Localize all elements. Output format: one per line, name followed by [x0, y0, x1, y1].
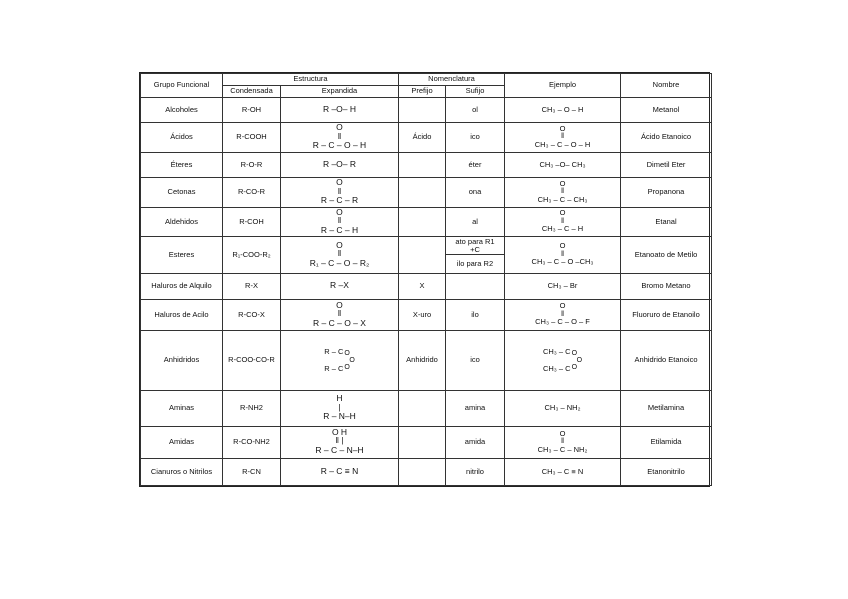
cell-condensada: R-CO-X — [223, 299, 281, 330]
cell-condensada: R-O-R — [223, 152, 281, 177]
cell-sufijo — [446, 237, 505, 273]
cell-condensada: R-CN — [223, 458, 281, 485]
cell-condensada: R-NH2 — [223, 391, 281, 426]
cell-nombre: Etanonitrilo — [621, 458, 712, 485]
cell-ejemplo-formula — [535, 302, 590, 327]
cell-sufijo — [446, 273, 505, 299]
cell-grupo: Amidas — [141, 426, 223, 458]
formula-line: CH₃ –O– CH₃ — [539, 159, 586, 169]
cell-condensada: R-COO-CO-R — [223, 330, 281, 390]
cell-ejemplo-formula — [538, 430, 588, 455]
cell-expandida-formula — [321, 208, 358, 236]
formula-line: H — [336, 393, 343, 404]
table-row — [141, 177, 712, 207]
cell-ejemplo-formula — [538, 180, 588, 205]
formula-line: ‖ — [560, 308, 565, 318]
cell-ejemplo-formula — [542, 105, 584, 115]
table-row — [141, 152, 712, 177]
table-row — [141, 123, 712, 153]
cell-expandida — [281, 237, 399, 273]
cell-ejemplo — [505, 330, 621, 390]
cell-prefijo: X-uro — [399, 299, 446, 330]
formula-line: | — [338, 401, 341, 412]
cell-sufijo: ico — [446, 123, 505, 153]
cell-nombre: Ácido Etanoico — [621, 123, 712, 153]
table-row — [141, 237, 712, 273]
functional-groups-table-frame — [139, 72, 710, 487]
table-row — [141, 299, 712, 330]
table-row — [141, 330, 712, 390]
formula-line: O — [559, 301, 566, 311]
formula-line: R – C — [324, 364, 344, 374]
cell-ejemplo-formula — [532, 242, 594, 267]
cell-prefijo — [399, 177, 446, 207]
cell-ejemplo — [505, 299, 621, 330]
formula-line: R – C ≡ N — [320, 466, 359, 477]
cell-condensada: R-COH — [223, 207, 281, 237]
formula-line: CH₃ – C — [542, 364, 571, 374]
formula-line: ‖ — [560, 436, 565, 446]
cell-sufijo: éter — [446, 152, 505, 177]
table-body — [141, 98, 712, 486]
cell-sufijo: al — [446, 207, 505, 237]
formula-line: CH₃ – C — [542, 346, 571, 356]
cell-prefijo — [399, 207, 446, 237]
cell-ejemplo — [505, 273, 621, 299]
cell-prefijo: Anhidrido — [399, 330, 446, 390]
formula-line: CH₃ – C – CH₃ — [537, 194, 588, 204]
table-row — [141, 273, 712, 299]
cell-expandida — [281, 177, 399, 207]
cell-nombre: Etanal — [621, 207, 712, 237]
formula-line: CH₃ – C – NH₂ — [537, 444, 588, 454]
cell-prefijo — [399, 98, 446, 123]
cell-sufijo: amida — [446, 426, 505, 458]
header-condensada: Condensada — [223, 86, 281, 98]
cell-prefijo — [399, 458, 446, 485]
cell-expandida-formula — [323, 394, 356, 422]
header-grupo: Grupo Funcional — [141, 74, 223, 98]
cell-expandida-formula — [321, 178, 358, 206]
formula-line: R –O– H — [322, 104, 357, 115]
cell-ejemplo — [505, 458, 621, 485]
cell-nombre: Metilamina — [621, 391, 712, 426]
formula-line: CH₃ – C ≡ N — [541, 466, 584, 476]
cell-nombre: Fluoruro de Etanoilo — [621, 299, 712, 330]
cell-ejemplo-formula — [548, 281, 578, 291]
table-row — [141, 458, 712, 485]
cell-ejemplo — [505, 152, 621, 177]
bridge-oxygen: O — [349, 356, 355, 364]
formula-line: ‖ — [337, 130, 342, 141]
cell-ejemplo-formula — [545, 403, 581, 413]
table-row — [141, 391, 712, 426]
formula-line: ‖ | — [335, 435, 344, 446]
formula-line: ‖ — [337, 308, 342, 319]
formula-line: CH₃ – Br — [547, 281, 578, 291]
formula-line: CH₃ – NH₂ — [544, 403, 581, 413]
formula-line: R – C – N–H — [315, 444, 364, 455]
cell-ejemplo — [505, 207, 621, 237]
cell-ejemplo-formula — [535, 125, 591, 150]
bridge-oxygen: O — [576, 356, 583, 364]
formula-line: O — [559, 208, 566, 218]
formula-line: R –O– R — [322, 159, 357, 170]
formula-line: R – C – O – H — [312, 140, 367, 151]
cell-expandida — [281, 426, 399, 458]
formula-line: O — [336, 177, 343, 188]
formula-line: O — [559, 428, 566, 438]
cell-nombre: Etanoato de Metilo — [621, 237, 712, 273]
carbonyl-oxygen-bottom: O — [571, 364, 578, 372]
cell-expandida-formula — [323, 159, 356, 170]
sufijo-split — [446, 237, 504, 272]
cell-ejemplo-formula — [543, 348, 582, 374]
cell-prefijo — [399, 426, 446, 458]
formula-line: R – C – O – X — [313, 317, 366, 328]
cell-condensada: R₁-COO-R₂ — [223, 237, 281, 273]
formula-line: O H — [331, 426, 348, 437]
formula-line: ‖ — [337, 215, 342, 226]
formula-line: ‖ — [560, 248, 565, 258]
formula-line: O — [336, 207, 343, 217]
anhydride-oxygen-bridge — [344, 350, 354, 372]
cell-nombre: Propanona — [621, 177, 712, 207]
header-prefijo: Prefijo — [399, 86, 446, 98]
cell-ejemplo — [505, 237, 621, 273]
formula-line: ‖ — [560, 131, 565, 141]
cell-ejemplo — [505, 123, 621, 153]
cell-grupo: Haluros de Acilo — [141, 299, 223, 330]
header-estructura: Estructura — [223, 74, 399, 86]
cell-expandida-formula — [321, 466, 359, 477]
formula-line: O — [336, 299, 343, 310]
cell-grupo: Cetonas — [141, 177, 223, 207]
cell-sufijo: ilo — [446, 299, 505, 330]
cell-condensada: R-CO-R — [223, 177, 281, 207]
formula-line: CH₃ – C – O –CH₃ — [531, 257, 594, 267]
formula-line: R –X — [330, 280, 349, 291]
cell-nombre: Anhidrido Etanoico — [621, 330, 712, 390]
cell-condensada: R-COOH — [223, 123, 281, 153]
cell-expandida-formula — [315, 428, 363, 456]
formula-line: CH₃ – C – H — [541, 224, 584, 234]
cell-sufijo: ol — [446, 98, 505, 123]
cell-sufijo: nitrilo — [446, 458, 505, 485]
table-row — [141, 207, 712, 237]
cell-ejemplo — [505, 391, 621, 426]
cell-expandida — [281, 458, 399, 485]
formula-line: CH₃ – C – O – F — [535, 317, 590, 327]
formula-line: O — [559, 241, 566, 251]
anhydride-acyl-groups — [324, 348, 343, 374]
formula-line: R – N–H — [323, 411, 356, 422]
header-nomenclatura: Nomenclatura — [399, 74, 505, 86]
cell-expandida — [281, 123, 399, 153]
cell-ejemplo — [505, 98, 621, 123]
cell-grupo: Ácidos — [141, 123, 223, 153]
cell-nombre: Etilamida — [621, 426, 712, 458]
cell-ejemplo — [505, 177, 621, 207]
anhydride-acyl-groups — [543, 348, 571, 374]
cell-expandida — [281, 98, 399, 123]
table-row — [141, 98, 712, 123]
formula-line: CH₃ – C – O – H — [534, 139, 591, 149]
cell-grupo: Anhidridos — [141, 330, 223, 390]
cell-grupo: Alcoholes — [141, 98, 223, 123]
header-expandida: Expandida — [281, 86, 399, 98]
formula-line: O — [336, 239, 343, 250]
header-nombre: Nombre — [621, 74, 712, 98]
formula-line: R – C – R — [320, 195, 359, 206]
cell-grupo: Esteres — [141, 237, 223, 273]
cell-expandida — [281, 273, 399, 299]
cell-grupo: Cianuros o Nitrilos — [141, 458, 223, 485]
cell-expandida-formula — [310, 241, 370, 269]
cell-ejemplo — [505, 426, 621, 458]
cell-grupo: Aldehidos — [141, 207, 223, 237]
formula-line: ‖ — [560, 186, 565, 196]
cell-expandida — [281, 330, 399, 390]
cell-expandida — [281, 207, 399, 237]
cell-prefijo — [399, 152, 446, 177]
table-row — [141, 426, 712, 458]
cell-ejemplo-formula — [539, 160, 585, 170]
carbonyl-oxygen-bottom: O — [344, 364, 350, 372]
formula-line: O — [559, 123, 566, 133]
cell-ejemplo-formula — [542, 467, 584, 477]
cell-prefijo: X — [399, 273, 446, 299]
carbonyl-oxygen-top: O — [344, 349, 350, 357]
formula-line: O — [336, 122, 343, 133]
formula-line: R – C — [324, 346, 344, 356]
formula-line: ‖ — [560, 215, 565, 225]
formula-line: R – C – H — [320, 224, 359, 235]
sufijo-r2: ilo para R2 — [456, 258, 494, 268]
cell-prefijo: Ácido — [399, 123, 446, 153]
cell-expandida-formula — [324, 348, 355, 374]
sufijo-r1: ato para R1 +C — [446, 237, 504, 255]
carbonyl-oxygen-top: O — [571, 349, 578, 357]
cell-expandida — [281, 152, 399, 177]
cell-grupo: Éteres — [141, 152, 223, 177]
formula-line: ‖ — [337, 248, 342, 259]
cell-condensada: R-OH — [223, 98, 281, 123]
cell-prefijo — [399, 237, 446, 273]
header-sufijo: Sufijo — [446, 86, 505, 98]
functional-groups-table — [140, 73, 712, 486]
cell-expandida — [281, 299, 399, 330]
cell-expandida-formula — [330, 280, 349, 291]
cell-ejemplo-formula — [542, 209, 583, 234]
formula-line: R₁ – C – O – R₂ — [309, 257, 370, 268]
anhydride-oxygen-bridge — [572, 350, 582, 372]
header-ejemplo: Ejemplo — [505, 74, 621, 98]
formula-line: O — [559, 178, 566, 188]
cell-expandida-formula — [313, 301, 366, 329]
cell-sufijo: amina — [446, 391, 505, 426]
cell-grupo: Aminas — [141, 391, 223, 426]
cell-sufijo: ico — [446, 330, 505, 390]
cell-expandida — [281, 391, 399, 426]
cell-prefijo — [399, 391, 446, 426]
cell-sufijo: ona — [446, 177, 505, 207]
cell-expandida-formula — [323, 104, 356, 115]
cell-nombre: Metanol — [621, 98, 712, 123]
cell-condensada: R-CO-NH2 — [223, 426, 281, 458]
cell-condensada: R-X — [223, 273, 281, 299]
formula-line: CH₃ – O – H — [541, 105, 584, 115]
cell-nombre: Bromo Metano — [621, 273, 712, 299]
cell-nombre: Dimetil Eter — [621, 152, 712, 177]
formula-line: ‖ — [337, 185, 342, 196]
cell-grupo: Haluros de Alquilo — [141, 273, 223, 299]
cell-expandida-formula — [313, 123, 366, 151]
